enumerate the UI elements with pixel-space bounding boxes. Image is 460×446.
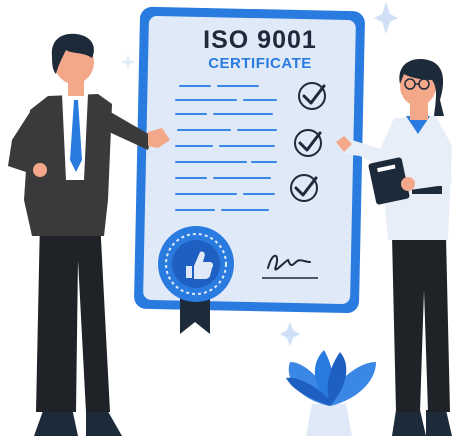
sparkle-icon: [280, 322, 300, 346]
thumbs-up-badge-icon: [158, 226, 234, 334]
sparkle-icon: [121, 55, 135, 69]
sparkle-icon: [374, 2, 398, 34]
certificate-subtitle: CERTIFICATE: [208, 55, 312, 72]
potted-plant: [286, 350, 376, 436]
certificate-title: ISO 9001: [203, 26, 317, 54]
